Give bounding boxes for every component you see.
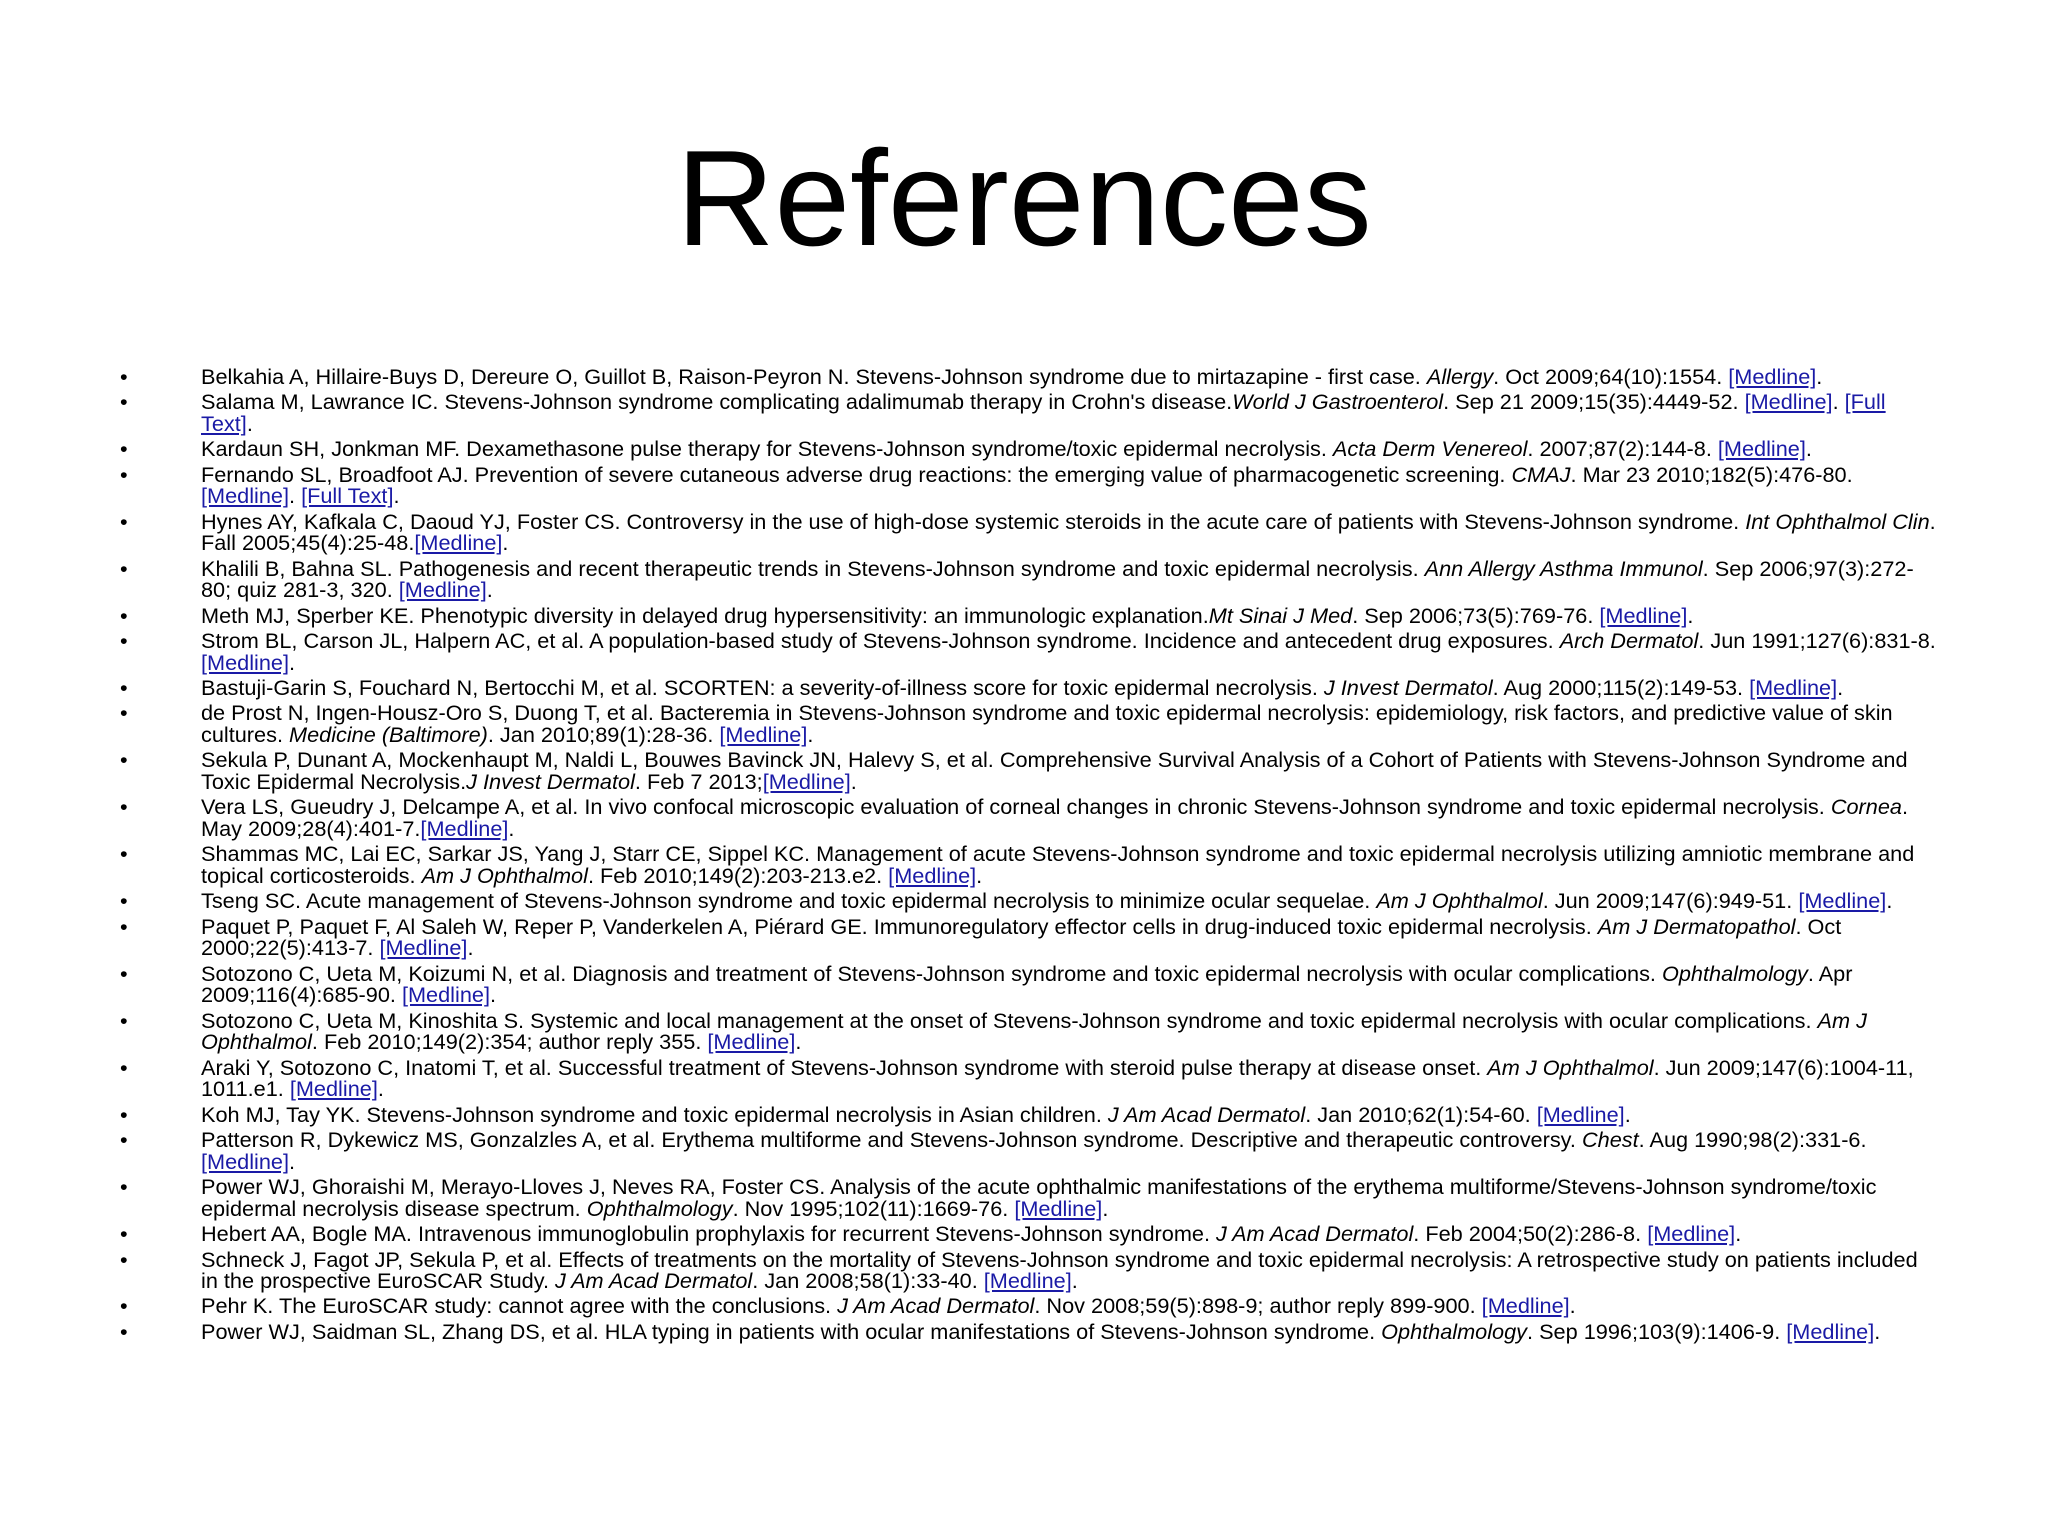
reference-journal: Am J Ophthalmol bbox=[201, 1007, 1867, 1055]
reference-details: . Oct 2009;64(10):1554. bbox=[1493, 364, 1729, 389]
bullet-icon: • bbox=[120, 1174, 128, 1200]
reference-item: • Power WJ, Ghoraishi M, Merayo-Lloves J, Neves RA, Foster CS. Analysis of the acute ophthalmic manifestations of the erythema multiforme/Stevens-Johnson syndrome/toxic epidermal necrolysis disease spectrum. Ophthalmology. Nov 1995;102(11):1669-76. [Medline]. bbox=[120, 1174, 1877, 1221]
reference-details: . Jan 2010;89(1):28-36. bbox=[487, 722, 720, 748]
reference-item: • Power WJ, Saidman SL, Zhang DS, et al. HLA typing in patients with ocular manifestations of Stevens-Johnson syndrome. Ophthalmology. Sep 1996;103(9):1406-9. [Medline]. bbox=[120, 1318, 1881, 1344]
reference-journal: Am J Ophthalmol bbox=[421, 863, 588, 889]
reference-details: . May 2009;28(4):401-7. bbox=[201, 794, 1908, 842]
reference-citation-text: Tseng SC. Acute management of Stevens-Johnson syndrome and toxic epidermal necrolysis to minimize ocular sequelae. bbox=[201, 888, 1377, 914]
bullet-icon: • bbox=[120, 841, 128, 867]
reference-citation-text: Salama M, Lawrance IC. Stevens-Johnson syndrome complicating adalimumab therapy in Crohn's disease. bbox=[201, 389, 1233, 415]
reference-journal: Chest bbox=[1581, 1127, 1639, 1153]
reference-journal: Am J Ophthalmol bbox=[1376, 888, 1543, 914]
reference-journal: Ophthalmology bbox=[1661, 960, 1808, 986]
bullet-icon: • bbox=[120, 602, 128, 628]
reference-details: . Oct 2000;22(5):413-7. bbox=[201, 913, 1842, 961]
reference-details: . Jun 1991;127(6):831-8. bbox=[1698, 628, 1936, 654]
reference-citation-text: Kardaun SH, Jonkman MF. Dexamethasone pulse therapy for Stevens-Johnson syndrome/toxic epidermal necrolysis. bbox=[201, 436, 1333, 462]
reference-item: • Khalili B, Bahna SL. Pathogenesis and recent therapeutic trends in Stevens-Johnson syndrome and toxic epidermal necrolysis. Ann Allergy Asthma Immunol. Sep 2006;97(3):272-80; quiz 281-3, 320. [Medline]. bbox=[120, 555, 1914, 603]
medline-link[interactable]: [Medline] bbox=[983, 1268, 1072, 1294]
reference-details: . Sep 1996;103(9):1406-9. bbox=[1527, 1318, 1787, 1344]
reference-details: . Jan 2008;58(1):33-40. bbox=[752, 1268, 984, 1294]
reference-details: . Nov 2008;59(5):898-9; author reply 899-900. bbox=[1034, 1293, 1482, 1319]
reference-journal: Cornea bbox=[1830, 794, 1902, 820]
reference-journal: World J Gastroenterol bbox=[1232, 389, 1444, 415]
reference-item: • Strom BL, Carson JL, Halpern AC, et al. A population-based study of Stevens-Johnson syndrome. Incidence and antecedent drug exposures. Arch Dermatol. Jun 1991;127(6):831-8. [Medline]. bbox=[120, 628, 1936, 675]
reference-citation-text: Vera LS, Gueudry J, Delcampe A, et al. In vivo confocal microscopic evaluation of corneal changes in chronic Stevens-Johnson syndrome and toxic epidermal necrolysis. bbox=[201, 794, 1831, 820]
reference-citation-text: de Prost N, Ingen-Housz-Oro S, Duong T, et al. Bacteremia in Stevens-Johnson syndrome and toxic epidermal necrolysis: epidemiology, risk factors, and predictive value of skin cultures. bbox=[201, 700, 1893, 748]
reference-citation-text: Sotozono C, Ueta M, Koizumi N, et al. Diagnosis and treatment of Stevens-Johnson syndrome and toxic epidermal necrolysis with ocular complications. bbox=[201, 960, 1662, 986]
reference-journal: Ophthalmology bbox=[586, 1195, 733, 1221]
bullet-icon: • bbox=[120, 888, 128, 914]
reference-journal: Arch Dermatol bbox=[1559, 628, 1699, 654]
bullet-icon: • bbox=[120, 364, 128, 389]
medline-link[interactable]: [Medline] bbox=[888, 863, 977, 889]
medline-link[interactable]: [Medline] bbox=[1798, 888, 1887, 914]
reference-citation-text: Patterson R, Dykewicz MS, Gonzalzles A, et al. Erythema multiforme and Stevens-Johnson syndrome. Descriptive and therapeutic controversy. bbox=[201, 1127, 1582, 1153]
bullet-icon: • bbox=[120, 555, 128, 581]
bullet-icon: • bbox=[120, 960, 128, 986]
reference-citation-text: Pehr K. The EuroSCAR study: cannot agree with the conclusions. bbox=[201, 1293, 838, 1319]
reference-citation-text: Belkahia A, Hillaire-Buys D, Dereure O, Guillot B, Raison-Peyron N. Stevens-Johnson syndrome due to mirtazapine - first case. bbox=[201, 364, 1427, 389]
full-text-link[interactable]: [Full Text] bbox=[301, 483, 394, 509]
medline-link[interactable]: [Medline] bbox=[1744, 389, 1833, 415]
reference-citation-text: Bastuji-Garin S, Fouchard N, Bertocchi M, et al. SCORTEN: a severity-of-illness score for toxic epidermal necrolysis. bbox=[201, 675, 1324, 701]
reference-citation-text: Fernando SL, Broadfoot AJ. Prevention of severe cutaneous adverse drug reactions: the emerging value of pharmacogenetic screening. bbox=[201, 461, 1512, 487]
medline-link[interactable]: [Medline] bbox=[1599, 602, 1688, 628]
reference-item: • Fernando SL, Broadfoot AJ. Prevention of severe cutaneous adverse drug reactions: the emerging value of pharmacogenetic screening. CMAJ. Mar 23 2010;182(5):476-80. [Medline]. [Full Text]. bbox=[120, 461, 1853, 509]
reference-details: . Feb 2010;149(2):354; author reply 355. bbox=[311, 1029, 708, 1055]
reference-item: • Hynes AY, Kafkala C, Daoud YJ, Foster CS. Controversy in the use of high-dose systemic steroids in the acute care of patients with Stevens-Johnson syndrome. Int Ophthalmol Clin. Fall 2005;45(4):25-48.[Medline]. bbox=[120, 508, 1936, 556]
reference-item: • Kardaun SH, Jonkman MF. Dexamethasone pulse therapy for Stevens-Johnson syndrome/toxic epidermal necrolysis. Acta Derm Venereol. 2007;87(2):144-8. [Medline]. bbox=[120, 436, 1812, 462]
reference-details: . Sep 2006;73(5):769-76. bbox=[1352, 602, 1600, 628]
bullet-icon: • bbox=[120, 1054, 128, 1080]
reference-citation-text: Sotozono C, Ueta M, Kinoshita S. Systemic and local management at the onset of Stevens-Johnson syndrome and toxic epidermal necrolysis with ocular complications. bbox=[201, 1007, 1818, 1033]
reference-item: • Bastuji-Garin S, Fouchard N, Bertocchi M, et al. SCORTEN: a severity-of-illness score for toxic epidermal necrolysis. J Invest Dermatol. Aug 2000;115(2):149-53. [Medline]. bbox=[120, 675, 1844, 701]
bullet-icon: • bbox=[120, 508, 128, 534]
bullet-icon: • bbox=[120, 628, 128, 654]
reference-journal: Allergy bbox=[1426, 364, 1494, 389]
medline-link[interactable]: [Medline] bbox=[1014, 1195, 1103, 1221]
reference-item: • Belkahia A, Hillaire-Buys D, Dereure O, Guillot B, Raison-Peyron N. Stevens-Johnson syndrome due to mirtazapine - first case. Allergy. Oct 2009;64(10):1554. [Medline]. bbox=[120, 364, 1823, 389]
reference-journal: Ann Allergy Asthma Immunol bbox=[1424, 555, 1703, 581]
reference-details: . Apr 2009;116(4):685-90. bbox=[201, 960, 1853, 1008]
reference-item: • Schneck J, Fagot JP, Sekula P, et al. Effects of treatments on the mortality of Stevens-Johnson syndrome and toxic epidermal necrolysis: A retrospective study on patients included in the prospective EuroSCAR Study. J Am Acad Dermatol. Jan 2008;58(1):33-40. [Medline]. bbox=[120, 1246, 1918, 1294]
medline-link[interactable]: [Medline] bbox=[289, 1076, 378, 1102]
reference-item: • Araki Y, Sotozono C, Inatomi T, et al. Successful treatment of Stevens-Johnson syndrome with steroid pulse therapy at disease onset. Am J Ophthalmol. Jun 2009;147(6):1004-11, 1011.e1. [Medline]. bbox=[120, 1054, 1914, 1102]
medline-link[interactable]: [Medline] bbox=[707, 1029, 796, 1055]
reference-item: • Shammas MC, Lai EC, Sarkar JS, Yang J, Starr CE, Sippel KC. Management of acute Stevens-Johnson syndrome and toxic epidermal necrolysis utilizing amniotic membrane and topical corticosteroids. Am J Ophthalmol. Feb 2010;149(2):203-213.e2. [Medline]. bbox=[120, 841, 1915, 889]
full-text-link[interactable]: [Full Text] bbox=[201, 389, 1886, 436]
bullet-icon: • bbox=[120, 1221, 128, 1247]
bullet-icon: • bbox=[120, 389, 128, 415]
reference-citation-text: Schneck J, Fagot JP, Sekula P, et al. Effects of treatments on the mortality of Stevens-Johnson syndrome and toxic epidermal necrolysis: A retrospective study on patients included in the prospective EuroSCAR Study. bbox=[201, 1246, 1918, 1294]
reference-citation-text: Power WJ, Saidman SL, Zhang DS, et al. HLA typing in patients with ocular manifestations of Stevens-Johnson syndrome. bbox=[201, 1318, 1382, 1344]
reference-details: . 2007;87(2):144-8. bbox=[1527, 436, 1718, 462]
bullet-icon: • bbox=[120, 913, 128, 939]
reference-journal: J Am Acad Dermatol bbox=[1107, 1101, 1306, 1127]
reference-details: . Feb 2010;149(2):203-213.e2. bbox=[587, 863, 889, 889]
bullet-icon: • bbox=[120, 1318, 128, 1344]
reference-journal: Am J Dermatopathol bbox=[1597, 913, 1796, 939]
reference-list bbox=[120, 366, 1938, 1346]
reference-journal: J Invest Dermatol bbox=[1323, 675, 1493, 701]
medline-link[interactable]: [Medline] bbox=[201, 649, 289, 675]
bullet-icon: • bbox=[120, 747, 128, 773]
reference-details: . Feb 7 2013; bbox=[634, 769, 763, 795]
medline-link[interactable]: [Medline] bbox=[420, 816, 509, 842]
reference-details: . Nov 1995;102(11):1669-76. bbox=[732, 1195, 1015, 1221]
reference-citation-text: Meth MJ, Sperber KE. Phenotypic diversity in delayed drug hypersensitivity: an immunologic explanation. bbox=[201, 602, 1209, 628]
bullet-icon: • bbox=[120, 1101, 128, 1127]
reference-item: • Meth MJ, Sperber KE. Phenotypic diversity in delayed drug hypersensitivity: an immunologic explanation.Mt Sinai J Med. Sep 2006;73(5):769-76. [Medline]. bbox=[120, 602, 1694, 628]
reference-item: • Salama M, Lawrance IC. Stevens-Johnson syndrome complicating adalimumab therapy in Crohn's disease.World J Gastroenterol. Sep 21 2009;15(35):4449-52. [Medline]. [Full Text]. bbox=[120, 389, 1886, 436]
medline-link[interactable]: [Medline] bbox=[1728, 364, 1817, 389]
reference-item: • Sotozono C, Ueta M, Koizumi N, et al. Diagnosis and treatment of Stevens-Johnson syndrome and toxic epidermal necrolysis with ocular complications. Ophthalmology. Apr 2009;116(4):685-90. [Medline]. bbox=[120, 960, 1853, 1008]
reference-item: • Sotozono C, Ueta M, Kinoshita S. Systemic and local management at the onset of Stevens-Johnson syndrome and toxic epidermal necrolysis with ocular complications. Am J Ophthalmol. Feb 2010;149(2):354; author reply 355. [Medline]. bbox=[120, 1007, 1867, 1055]
bullet-icon: • bbox=[120, 794, 128, 820]
reference-citation-text: Araki Y, Sotozono C, Inatomi T, et al. Successful treatment of Stevens-Johnson syndrome with steroid pulse therapy at disease onset. bbox=[201, 1054, 1488, 1080]
reference-details: . Jun 2009;147(6):1004-11, 1011.e1. bbox=[201, 1054, 1914, 1102]
reference-details: . Sep 2006;97(3):272-80; quiz 281-3, 320. bbox=[201, 555, 1914, 603]
reference-citation-text: Sekula P, Dunant A, Mockenhaupt M, Naldi L, Bouwes Bavinck JN, Halevy S, et al. Comprehensive Survival Analysis of a Cohort of Patients with Stevens-Johnson Syndrome and Toxic Epidermal Necrolysis. bbox=[201, 747, 1908, 795]
reference-journal: J Am Acad Dermatol bbox=[555, 1268, 753, 1294]
medline-link[interactable]: [Medline] bbox=[719, 722, 808, 748]
reference-details: . Mar 23 2010;182(5):476-80. bbox=[1570, 461, 1853, 487]
reference-item: • Tseng SC. Acute management of Stevens-Johnson syndrome and toxic epidermal necrolysis to minimize ocular sequelae. Am J Ophthalmol. Jun 2009;147(6):949-51. [Medline]. bbox=[120, 888, 1893, 914]
medline-link[interactable]: [Medline] bbox=[1717, 436, 1806, 462]
medline-link[interactable]: [Medline] bbox=[1647, 1221, 1736, 1247]
medline-link[interactable]: [Medline] bbox=[201, 483, 289, 509]
reference-journal: J Am Acad Dermatol bbox=[1216, 1221, 1414, 1247]
medline-link[interactable]: [Medline] bbox=[201, 1148, 289, 1174]
reference-citation-text: Khalili B, Bahna SL. Pathogenesis and recent therapeutic trends in Stevens-Johnson syndrome and toxic epidermal necrolysis. bbox=[201, 555, 1425, 581]
bullet-icon: • bbox=[120, 461, 128, 487]
reference-citation-text: Strom BL, Carson JL, Halpern AC, et al. A population-based study of Stevens-Johnson syndrome. Incidence and antecedent drug exposures. bbox=[201, 628, 1560, 654]
bullet-icon: • bbox=[120, 1127, 128, 1153]
medline-link[interactable]: [Medline] bbox=[379, 935, 468, 961]
reference-journal: Int Ophthalmol Clin bbox=[1745, 508, 1930, 534]
bullet-icon: • bbox=[120, 700, 128, 726]
medline-link[interactable]: [Medline] bbox=[414, 530, 503, 556]
reference-item: • Hebert AA, Bogle MA. Intravenous immunoglobulin prophylaxis for recurrent Stevens-Johnson syndrome. J Am Acad Dermatol. Feb 2004;50(2):286-8. [Medline]. bbox=[120, 1221, 1742, 1247]
bullet-icon: • bbox=[120, 436, 128, 462]
reference-item: • Pehr K. The EuroSCAR study: cannot agree with the conclusions. J Am Acad Dermatol. Nov 2008;59(5):898-9; author reply 899-900. [Medline]. bbox=[120, 1293, 1576, 1319]
reference-item: • Vera LS, Gueudry J, Delcampe A, et al. In vivo confocal microscopic evaluation of corneal changes in chronic Stevens-Johnson syndrome and toxic epidermal necrolysis. Cornea. May 2009;28(4):401-7.[Medline]. bbox=[120, 794, 1908, 842]
reference-details: . Fall 2005;45(4):25-48. bbox=[201, 508, 1936, 556]
reference-item: • Patterson R, Dykewicz MS, Gonzalzles A, et al. Erythema multiforme and Stevens-Johnson syndrome. Descriptive and therapeutic controversy. Chest. Aug 1990;98(2):331-6. [Medline]. bbox=[120, 1127, 1867, 1174]
reference-details: . Jan 2010;62(1):54-60. bbox=[1305, 1101, 1537, 1127]
reference-journal: Mt Sinai J Med bbox=[1208, 602, 1353, 628]
medline-link[interactable]: [Medline] bbox=[1536, 1101, 1625, 1127]
reference-details: . Sep 21 2009;15(35):4449-52. bbox=[1443, 389, 1745, 415]
reference-citation-text: Paquet P, Paquet F, Al Saleh W, Reper P, Vanderkelen A, Piérard GE. Immunoregulatory effector cells in drug-induced toxic epidermal necrolysis. bbox=[201, 913, 1598, 939]
medline-link[interactable]: [Medline] bbox=[398, 577, 487, 603]
reference-citation-text: Hebert AA, Bogle MA. Intravenous immunoglobulin prophylaxis for recurrent Stevens-Johnson syndrome. bbox=[201, 1221, 1217, 1247]
reference-journal: Ophthalmology bbox=[1381, 1318, 1528, 1344]
reference-journal: Am J Ophthalmol bbox=[1487, 1054, 1654, 1080]
reference-journal: CMAJ bbox=[1511, 461, 1571, 487]
page-title: References bbox=[676, 122, 1372, 274]
bullet-icon: • bbox=[120, 1246, 128, 1272]
medline-link[interactable]: [Medline] bbox=[1481, 1293, 1570, 1319]
reference-item: • Paquet P, Paquet F, Al Saleh W, Reper P, Vanderkelen A, Piérard GE. Immunoregulatory effector cells in drug-induced toxic epidermal necrolysis. Am J Dermatopathol. Oct 2000;22(5):413-7. [Medline]. bbox=[120, 913, 1842, 961]
reference-details: . Jun 2009;147(6):949-51. bbox=[1542, 888, 1799, 914]
reference-details: . Aug 2000;115(2):149-53. bbox=[1492, 675, 1750, 701]
reference-journal: J Invest Dermatol bbox=[466, 769, 635, 795]
bullet-icon: • bbox=[120, 675, 128, 701]
reference-journal: Acta Derm Venereol bbox=[1332, 436, 1528, 462]
bullet-icon: • bbox=[120, 1007, 128, 1033]
reference-item: • de Prost N, Ingen-Housz-Oro S, Duong T, et al. Bacteremia in Stevens-Johnson syndrome and toxic epidermal necrolysis: epidemiology, risk factors, and predictive value of skin cultures. Medicine (Baltimore). Jan 2010;89(1):28-36. [Medline]. bbox=[120, 700, 1893, 748]
reference-journal: J Am Acad Dermatol bbox=[837, 1293, 1035, 1319]
bullet-icon: • bbox=[120, 1293, 128, 1319]
medline-link[interactable]: [Medline] bbox=[1786, 1318, 1875, 1344]
reference-journal: Medicine (Baltimore) bbox=[289, 722, 488, 748]
reference-item: • Koh MJ, Tay YK. Stevens-Johnson syndrome and toxic epidermal necrolysis in Asian children. J Am Acad Dermatol. Jan 2010;62(1):54-60. [Medline]. bbox=[120, 1101, 1631, 1127]
reference-citation-text: Koh MJ, Tay YK. Stevens-Johnson syndrome and toxic epidermal necrolysis in Asian children. bbox=[201, 1101, 1108, 1127]
medline-link[interactable]: [Medline] bbox=[1749, 675, 1838, 701]
reference-item: • Sekula P, Dunant A, Mockenhaupt M, Naldi L, Bouwes Bavinck JN, Halevy S, et al. Comprehensive Survival Analysis of a Cohort of Patients with Stevens-Johnson Syndrome and Toxic Epidermal Necrolysis.J Invest Dermatol. Feb 7 2013;[Medline]. bbox=[120, 747, 1908, 795]
reference-citation-text: Power WJ, Ghoraishi M, Merayo-Lloves J, Neves RA, Foster CS. Analysis of the acute ophthalmic manifestations of the erythema multiforme/Stevens-Johnson syndrome/toxic epidermal necrolysis disease spectrum. bbox=[201, 1174, 1877, 1221]
reference-citation-text: Hynes AY, Kafkala C, Daoud YJ, Foster CS. Controversy in the use of high-dose systemic steroids in the acute care of patients with Stevens-Johnson syndrome. bbox=[201, 508, 1746, 534]
medline-link[interactable]: [Medline] bbox=[762, 769, 851, 795]
medline-link[interactable]: [Medline] bbox=[401, 982, 490, 1008]
reference-details: . Aug 1990;98(2):331-6. bbox=[1638, 1127, 1867, 1153]
reference-details: . Feb 2004;50(2):286-8. bbox=[1413, 1221, 1648, 1247]
reference-citation-text: Shammas MC, Lai EC, Sarkar JS, Yang J, Starr CE, Sippel KC. Management of acute Stevens-Johnson syndrome and toxic epidermal necrolysis utilizing amniotic membrane and topical corticosteroids. bbox=[201, 841, 1915, 889]
